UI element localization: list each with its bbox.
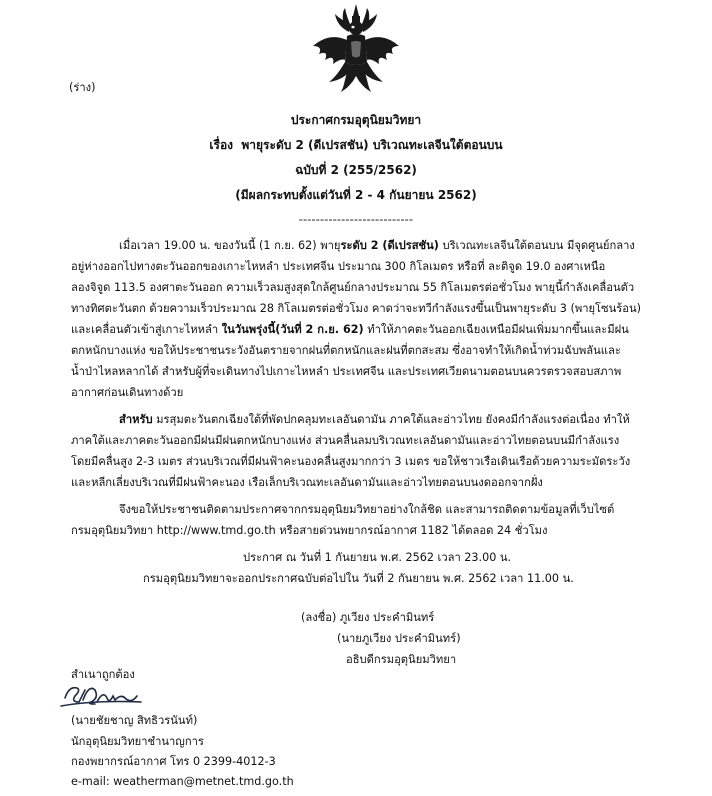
para1-line6: ตกหนักบางแห่ง ขอให้ประชาชนระวังอันตรายจากฝนที่ตกหนักและฝนที่ตกสะสม ซึ่งอาจทำให้เกิดน้ำท่วมฉับพลันและ [71,344,621,357]
para1-line2: อยู่ห่างออกไปทางตะวันออกของเกาะไหหลำ ประเทศจีน ประมาณ 300 กิโลเมตร หรือที่ ละติจูด 19.0 องศาเหนือ [71,260,606,273]
signed-by: (ลงชื่อ) ภูเวียง ประคำมินทร์ [301,611,435,624]
contact-email: e-mail: weatherman@metnet.tmd.go.th [71,775,294,788]
para1-line5-c: ทำให้ภาคตะวันออกเฉียงเหนือมีฝนเพิ่มมากขึ้นและมีฝน [363,323,629,336]
signer-name: (นายภูเวียง ประคำมินทร์) [337,632,461,645]
storm-level: ระดับ 2 (ดีเปรสชัน) [340,239,439,252]
para2-line1 [119,410,630,429]
tomorrow-date: ในวันพรุ่งนี้(วันที่ 2 ก.ย. 62) [221,323,364,336]
announcement-title: ประกาศกรมอุตุนิยมวิทยา [290,113,422,127]
announcement-subject [0,136,712,155]
draft-label: (ร่าง) [69,81,96,94]
para2-lead: สำหรับ [119,413,153,426]
para2-line3: โดยมีคลื่นสูง 2-3 เมตร ส่วนบริเวณที่มีฝนฟ้าคะนองคลื่นสูงมากกว่า 3 เมตร ขอให้ชาวเรือเดินเรือด้วยความระมัดระวัง [71,455,631,468]
para1-text-a: เมื่อเวลา 19.00 น. ของวันนี้ (1 ก.ย. 62) พายุ [119,239,341,252]
para2-line2: ภาคใต้และภาคตะวันออกมีฝนมีฝนตกหนักบางแห่ง ส่วนคลื่นลมบริเวณทะเลอันดามันและอ่าวไทยตอนบนมีกำลังแรง [71,434,620,447]
title-divider: --------------------------- [298,213,414,226]
para1-line8: อากาศก่อนเดินทางด้วย [71,386,184,399]
signer-position: อธิบดีกรมอุตุนิยมวิทยา [346,653,457,666]
subject-text: พายุระดับ 2 (ดีเปรสชัน) บริเวณทะเลจีนใต้ตอนบน [241,138,503,152]
handwritten-signature [55,676,145,714]
para3-line2: กรมอุตุนิยมวิทยา http://www.tmd.go.th หรือสายด่วนพยากรณ์อากาศ 1182 ได้ตลอด 24 ชั่วโมง [71,524,548,537]
next-announcement: กรมอุตุนิยมวิทยาจะออกประกาศฉบับต่อไปใน วันที่ 2 กันยายน พ.ศ. 2562 เวลา 11.00 น. [143,572,574,585]
para1-line4: ทางทิศตะวันตก ด้วยความเร็วประมาณ 28 กิโลเมตรต่อชั่วโมง คาดว่าจะทวีกำลังแรงขึ้นเป็นพายุระดับ 3 (พายุโซนร้อน) [71,302,642,315]
issue-number: ฉบับที่ 2 (255/2562) [295,163,417,177]
certifier-division: กองพยากรณ์อากาศ โทร 0 2399-4012-3 [71,755,276,768]
para1-line7: น้ำป่าไหลหลากได้ สำหรับผู้ที่จะเดินทางไปเกาะไหหลำ ประเทศจีน และประเทศเวียดนามตอนบนควรตรวจสอบสภาพ [71,365,622,378]
para3-line1: จึงขอให้ประชาชนติดตามประกาศจากกรมอุตุนิยมวิทยาอย่างใกล้ชิด และสามารถติดตามข้อมูลที่เว็บไซต์ [119,503,615,516]
effective-period: (มีผลกระทบตั้งแต่วันที่ 2 - 4 กันยายน 2562) [235,188,477,202]
para2-line4: และหลีกเลี่ยงบริเวณที่มีฝนฟ้าคะนอง เรือเล็กบริเวณทะเลอันดามันและอ่าวไทยตอนบนงดออกจากฝั่ง [71,476,543,489]
para1-line3: ลองจิจูด 113.5 องศาตะวันออก ความเร็วลมสูงสุดใกล้ศูนย์กลางประมาณ 55 กิโลเมตรต่อชั่วโมง พายุนี้กำลังเคลื่อนตัว [71,281,635,294]
certifier-position: นักอุตุนิยมวิทยาชำนาญการ [71,735,204,748]
garuda-emblem [309,2,403,100]
para1-line1 [119,236,635,255]
para1-line5-a: และเคลื่อนตัวเข้าสู่เกาะไหหลำ [71,323,222,336]
announce-date: ประกาศ ณ วันที่ 1 กันยายน พ.ศ. 2562 เวลา 23.00 น. [243,551,512,564]
para2-line1-text: มรสุมตะวันตกเฉียงใต้ที่พัดปกคลุมทะเลอันดามัน ภาคใต้และอ่าวไทย ยังคงมีกำลังแรงต่อเนื่อง ทำให้ [152,413,630,426]
para1-text-c: บริเวณทะเลจีนใต้ตอนบน มีจุดศูนย์กลาง [438,239,635,252]
para1-line5 [71,320,629,339]
certified-label: สำเนาถูกต้อง [71,668,135,681]
certifier-name: (นายชัยชาญ สิทธิวรนันท์) [71,714,198,727]
subject-label: เรื่อง [209,138,234,152]
